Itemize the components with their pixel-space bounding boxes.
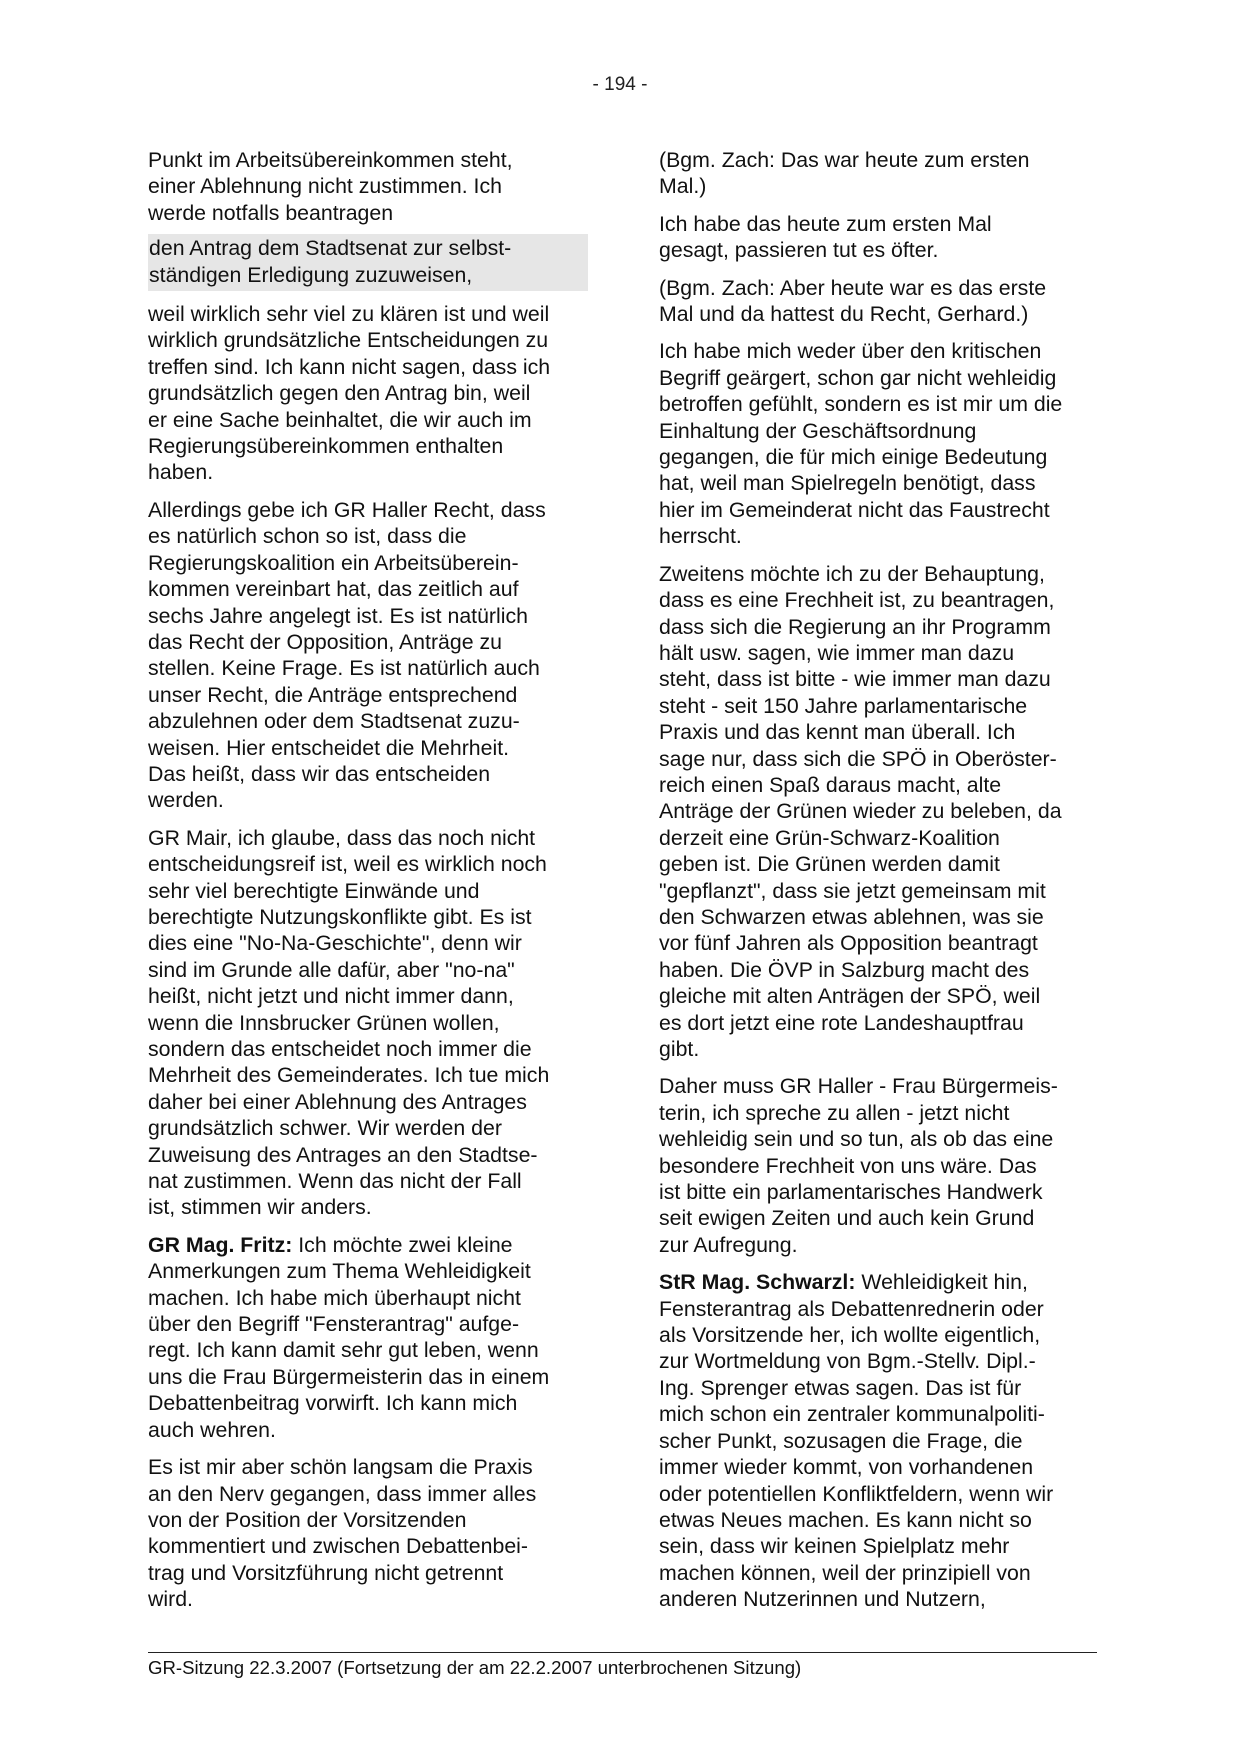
speaker-name: GR Mag. Fritz: <box>148 1232 293 1257</box>
paragraph: Ich habe mich weder über den kritischen Begriff geärgert, schon gar nicht wehleidig betroffen gefühlt, sondern es ist mir um die Einhaltung der Geschäftsordnung gegangen, die für mich einige Bedeutung hat, weil man Spielregeln benötigt, dass hier im Gemeinderat nicht das Faustrecht herrscht. <box>659 339 1063 549</box>
paragraph: Allerdings gebe ich GR Haller Recht, dass es natürlich schon so ist, dass die Regierungskoalition ein Arbeitsüberein- kommen vereinbart hat, das zeitlich auf sechs Jahre angelegt ist. Es ist natürlich das Recht der Opposition, Anträge zu stellen. Keine Frage. Es ist natürlich auch unser Recht, die Anträge entsprechend abzulehnen oder dem Stadtsenat zuzu- weisen. Hier entscheidet die Mehrheit. Das heißt, dass wir das entscheiden werden. <box>148 497 546 813</box>
speech-paragraph <box>148 1232 588 1443</box>
interjection: (Bgm. Zach: Aber heute war es das erste Mal und da hattest du Recht, Gerhard.) <box>659 275 1047 327</box>
speech-text: Ich möchte zwei kleine Anmerkungen zum Thema Wehleidigkeit machen. Ich habe mich überhaupt nicht über den Begriff "Fensterantrag" aufge- regt. Ich kann damit sehr gut leben, wenn uns die Frau Bürgermeisterin das in einem Debattenbeitrag vorwirft. Ich kann mich auch wehren. <box>148 1232 550 1442</box>
footer-divider <box>148 1652 1097 1653</box>
paragraph: Zweitens möchte ich zu der Behauptung, dass es eine Frechheit ist, zu beantragen, dass sich die Regierung an ihr Programm hält usw. sagen, wie immer man dazu steht, dass ist bitte - wie immer man dazu steht - seit 150 Jahre parlamentarische Praxis und das kennt man überall. Ich sage nur, dass sich die SPÖ in Oberöster- reich einen Spaß daraus macht, alte Anträge der Grünen wieder zu beleben, da derzeit eine Grün-Schwarz-Koalition geben ist. Die Grünen werden damit "gepflanzt", dass sie jetzt gemeinsam mit den Schwarzen etwas ablehnen, was sie vor fünf Jahren als Opposition beantragt haben. Die ÖVP in Salzburg macht des gleiche mit alten Anträgen der SPÖ, weil es dort jetzt eine rote Landeshauptfrau gibt. <box>659 561 1062 1061</box>
highlighted-motion-text: den Antrag dem Stadtsenat zur selbst- ständigen Erledigung zuzuweisen, <box>148 234 588 291</box>
footer-text: GR-Sitzung 22.3.2007 (Fortsetzung der am 22.2.2007 unterbrochenen Sitzung) <box>148 1657 802 1678</box>
paragraph: Ich habe das heute zum ersten Mal gesagt, passieren tut es öfter. <box>659 211 992 263</box>
speaker-name: StR Mag. Schwarzl: <box>659 1270 856 1295</box>
left-column <box>148 147 588 1624</box>
speech-paragraph <box>659 1269 1099 1612</box>
paragraph: weil wirklich sehr viel zu klären ist und weil wirklich grundsätzliche Entscheidungen zu treffen sind. Ich kann nicht sagen, dass ich grundsätzlich gegen den Antrag bin, weil er eine Sache beinhaltet, die wir auch im Regierungsübereinkommen enthalten haben. <box>148 302 551 485</box>
speech-text: Wehleidigkeit hin, Fensterantrag als Debattenrednerin oder als Vorsitzende her, ich wollte eigentlich, zur Wortmeldung von Bgm.-Stellv. Dipl.- Ing. Sprenger etwas sagen. Das ist für mich schon ein zentraler kommunalpoliti- scher Punkt, sozusagen die Frage, die immer wieder kommt, von vorhandenen oder potentiellen Konfliktfeldern, wenn wir etwas Neues machen. Es kann nicht so sein, dass wir keinen Spielplatz mehr machen können, weil der prinzipiell von anderen Nutzerinnen und Nutzern, <box>659 1270 1054 1612</box>
paragraph: GR Mair, ich glaube, dass das noch nicht entscheidungsreif ist, weil es wirklich noch sehr viel berechtigte Einwände und berechtigte Nutzungskonflikte gibt. Es ist dies eine "No-Na-Geschichte", denn wir sind im Grunde alle dafür, aber "no-na" heißt, nicht jetzt und nicht immer dann, wenn die Innsbrucker Grünen wollen, sondern das entscheidet noch immer die Mehrheit des Gemeinderates. Ich tue mich daher bei einer Ablehnung des Antrages grundsätzlich schwer. Wir werden der Zuweisung des Antrages an den Stadtse- nat zustimmen. Wenn das nicht der Fall ist, stimmen wir anders. <box>148 825 550 1220</box>
paragraph: Daher muss GR Haller - Frau Bürgermeis- terin, ich spreche zu allen - jetzt nicht wehleidig sein und so tun, als ob das eine besondere Frechheit von uns wäre. Das ist bitte ein parlamentarisches Handwerk seit ewigen Zeiten und auch kein Grund zur Aufregung. <box>659 1074 1058 1257</box>
page-number: - 194 - <box>592 74 648 95</box>
paragraph: Punkt im Arbeitsübereinkommen steht, einer Ablehnung nicht zustimmen. Ich werde notfalls beantragen <box>148 148 513 225</box>
paragraph: Es ist mir aber schön langsam die Praxis an den Nerv gegangen, dass immer alles von der Position der Vorsitzenden kommentiert und zwischen Debattenbei- trag und Vorsitzführung nicht getrennt wird. <box>148 1455 537 1612</box>
right-column <box>659 147 1099 1624</box>
interjection: (Bgm. Zach: Das war heute zum ersten Mal.) <box>659 148 1030 199</box>
